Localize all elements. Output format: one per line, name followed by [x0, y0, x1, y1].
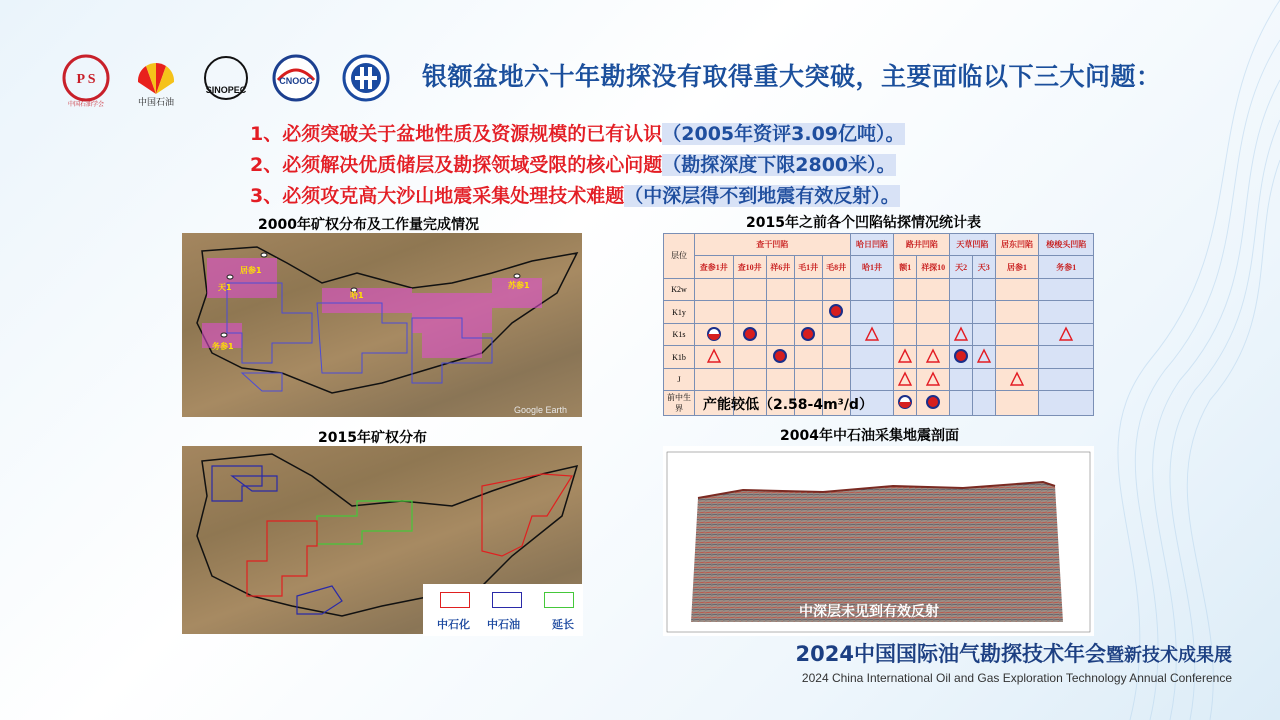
table-cell: [917, 391, 950, 416]
problem-text: 必须突破关于盆地性质及资源规模的已有认识: [282, 123, 663, 145]
table-cell: [972, 368, 995, 390]
table-cell: [794, 278, 822, 300]
table-cell: [995, 391, 1039, 416]
table-cell: [850, 323, 894, 345]
table-cell: [766, 301, 794, 323]
logo-caption: 中国石油学会: [67, 101, 104, 108]
table-cell: [794, 368, 822, 390]
table-cell: [794, 301, 822, 323]
problem-item: [250, 181, 905, 212]
well-header: 天2: [950, 256, 973, 278]
table-cell: [822, 278, 850, 300]
table-cell: [950, 278, 973, 300]
oil-show-circle-icon: [925, 394, 941, 410]
table-cell: [950, 346, 973, 368]
table-cell: [995, 323, 1039, 345]
petrochina-logo: [128, 50, 184, 106]
ypc-logo: [338, 50, 394, 106]
triangle-marker-icon: [976, 348, 992, 364]
table-caption: 2015年之前各个凹陷钻探情况统计表: [746, 215, 981, 231]
table-cell: [917, 323, 950, 345]
well-header: 查参1井: [695, 256, 734, 278]
table-cell: [733, 346, 766, 368]
table-row: [664, 346, 1094, 368]
svg-text:SINOPEC: SINOPEC: [205, 85, 247, 95]
well-header: 务参1: [1039, 256, 1094, 278]
half-circle-icon: [706, 326, 722, 342]
group-header: 梭梭头凹陷: [1039, 234, 1094, 256]
oil-show-circle-icon: [800, 326, 816, 342]
well-header: 居参1: [995, 256, 1039, 278]
map-2015-caption: 2015年矿权分布: [318, 430, 427, 446]
table-cell: [995, 301, 1039, 323]
problem-number: 3、: [250, 185, 283, 207]
conference-title-en: 2024 China International Oil and Gas Exploration Technology Annual Conference: [801, 671, 1232, 685]
table-cell: [995, 368, 1039, 390]
table-cell: [917, 346, 950, 368]
table-cell: [972, 301, 995, 323]
table-cell: [794, 323, 822, 345]
triangle-marker-icon: [897, 348, 913, 364]
table-cell: [917, 278, 950, 300]
group-header: 路井凹陷: [894, 234, 950, 256]
table-cell: [1039, 368, 1094, 390]
table-row: [664, 301, 1094, 323]
table-cell: [995, 278, 1039, 300]
well-header: 额1: [894, 256, 917, 278]
problem-item: [250, 119, 905, 150]
map-watermark: Google Earth: [514, 405, 568, 415]
table-cell: [695, 346, 734, 368]
seismic-note: 中深层未见到有效反射: [799, 604, 939, 620]
table-cell: [822, 368, 850, 390]
triangle-marker-icon: [925, 371, 941, 387]
conference-subtitle: 暨新技术成果展: [1106, 645, 1232, 666]
triangle-marker-icon: [1009, 371, 1025, 387]
layer-cell: K2w: [664, 278, 695, 300]
legend-swatch-sinopec: [440, 592, 470, 608]
table-cell: [695, 301, 734, 323]
table-cell: [1039, 323, 1094, 345]
table-cell: [950, 368, 973, 390]
layer-cell: 前中生界: [664, 391, 695, 416]
table-cell: [1039, 301, 1094, 323]
table-cell: [695, 278, 734, 300]
table-row: [664, 323, 1094, 345]
table-cell: [894, 346, 917, 368]
table-cell: [950, 323, 973, 345]
layer-cell: K1s: [664, 323, 695, 345]
problem-number: 2、: [250, 154, 283, 176]
table-cell: [850, 346, 894, 368]
table-cell: [733, 301, 766, 323]
oil-show-circle-icon: [772, 348, 788, 364]
seismic-image: [663, 446, 1094, 636]
seismic-caption: 2004年中石油采集地震剖面: [780, 428, 959, 444]
table-cell: [766, 278, 794, 300]
drilling-stats-table: [663, 233, 1094, 416]
layer-cell: K1y: [664, 301, 695, 323]
table-cell: [733, 323, 766, 345]
table-cell: [894, 301, 917, 323]
svg-text:CNOOC: CNOOC: [279, 76, 313, 86]
group-header: 哈日凹陷: [850, 234, 894, 256]
table-cell: [950, 391, 973, 416]
conference-footer: [796, 638, 1232, 685]
table-cell: [894, 391, 917, 416]
well-header: 祥探10: [917, 256, 950, 278]
table-cell: [733, 368, 766, 390]
well-label: 务参1: [212, 342, 234, 351]
legend-label: 中石油: [487, 618, 520, 631]
table-cell: [794, 346, 822, 368]
oil-show-circle-icon: [953, 348, 969, 364]
table-cell: [995, 346, 1039, 368]
oil-show-circle-icon: [828, 303, 844, 319]
cnooc-logo: [268, 50, 324, 106]
conference-title: 2024中国国际油气勘探技术年会: [795, 642, 1106, 666]
logo-caption: 中国石油: [137, 98, 174, 108]
triangle-marker-icon: [925, 348, 941, 364]
table-cell: [695, 323, 734, 345]
problem-list: [250, 119, 905, 212]
problem-note: （勘探深度下限2800米）。: [662, 154, 896, 176]
table-cell: [917, 368, 950, 390]
well-header: 毛1井: [794, 256, 822, 278]
triangle-marker-icon: [953, 326, 969, 342]
table-cell: [950, 301, 973, 323]
table-cell: [850, 368, 894, 390]
table-cell: [1039, 391, 1094, 416]
problem-number: 1、: [250, 123, 283, 145]
table-row: [664, 278, 1094, 300]
legend-label: 中石化: [437, 618, 470, 631]
stats-grid: [663, 233, 1094, 416]
table-cell: [1039, 346, 1094, 368]
table-cell: [917, 301, 950, 323]
table-cell: [894, 278, 917, 300]
table-cell: [850, 278, 894, 300]
legend-swatch-yanchang: [544, 592, 574, 608]
license-legend: [423, 584, 583, 636]
table-cell: [972, 391, 995, 416]
triangle-marker-icon: [706, 348, 722, 364]
well-label: 天1: [218, 283, 232, 292]
map-2000-caption: 2000年矿权分布及工作量完成情况: [258, 217, 479, 233]
problem-item: [250, 150, 905, 181]
well-header: 哈1井: [850, 256, 894, 278]
triangle-marker-icon: [1058, 326, 1074, 342]
table-cell: [894, 368, 917, 390]
layer-cell: J: [664, 368, 695, 390]
oil-show-circle-icon: [742, 326, 758, 342]
triangle-marker-icon: [864, 326, 880, 342]
well-header: 毛8井: [822, 256, 850, 278]
map-2000-overlay: [182, 233, 582, 417]
table-cell: [850, 301, 894, 323]
logo-bar: [58, 50, 394, 106]
page-title: 银额盆地六十年勘探没有取得重大突破，主要面临以下三大问题：: [422, 62, 1162, 91]
well-header: 查10井: [733, 256, 766, 278]
table-cell: [972, 278, 995, 300]
well-header: 天3: [972, 256, 995, 278]
svg-text:P S: P S: [76, 72, 96, 87]
problem-text: 必须解决优质储层及勘探领域受限的核心问题: [282, 154, 663, 176]
table-cell: [733, 278, 766, 300]
table-cell: [1039, 278, 1094, 300]
table-cell: [766, 368, 794, 390]
row-header-cell: 层位: [664, 234, 695, 279]
cpps-logo: [58, 50, 114, 106]
legend-swatch-petrochina: [492, 592, 522, 608]
layer-cell: K1b: [664, 346, 695, 368]
table-cell: [894, 323, 917, 345]
table-cell: [822, 323, 850, 345]
problem-text: 必须攻克高大沙山地震采集处理技术难题: [282, 185, 625, 207]
legend-label: 延长: [552, 618, 574, 631]
well-label: 居参1: [240, 266, 262, 275]
problem-note: （中深层得不到地震有效反射）。: [624, 185, 900, 207]
well-header: 祥6井: [766, 256, 794, 278]
well-label: 哈1: [350, 291, 364, 300]
table-cell: [822, 301, 850, 323]
seismic-section: [663, 446, 1094, 636]
table-cell: [822, 346, 850, 368]
sinopec-logo: [198, 50, 254, 106]
table-cell: [972, 346, 995, 368]
group-header: 天草凹陷: [950, 234, 995, 256]
table-cell: [766, 323, 794, 345]
map-2000: [182, 233, 582, 417]
problem-note: （2005年资评3.09亿吨）。: [662, 123, 905, 145]
triangle-marker-icon: [897, 371, 913, 387]
table-cell: [695, 368, 734, 390]
capacity-note: 产能较低（2.58-4m³/d）: [703, 397, 873, 413]
well-label: 苏参1: [508, 281, 530, 290]
half-circle-icon: [897, 394, 913, 410]
table-cell: [766, 346, 794, 368]
group-header: 查干凹陷: [695, 234, 851, 256]
table-cell: [972, 323, 995, 345]
group-header: 居东凹陷: [995, 234, 1039, 256]
table-row: [664, 368, 1094, 390]
